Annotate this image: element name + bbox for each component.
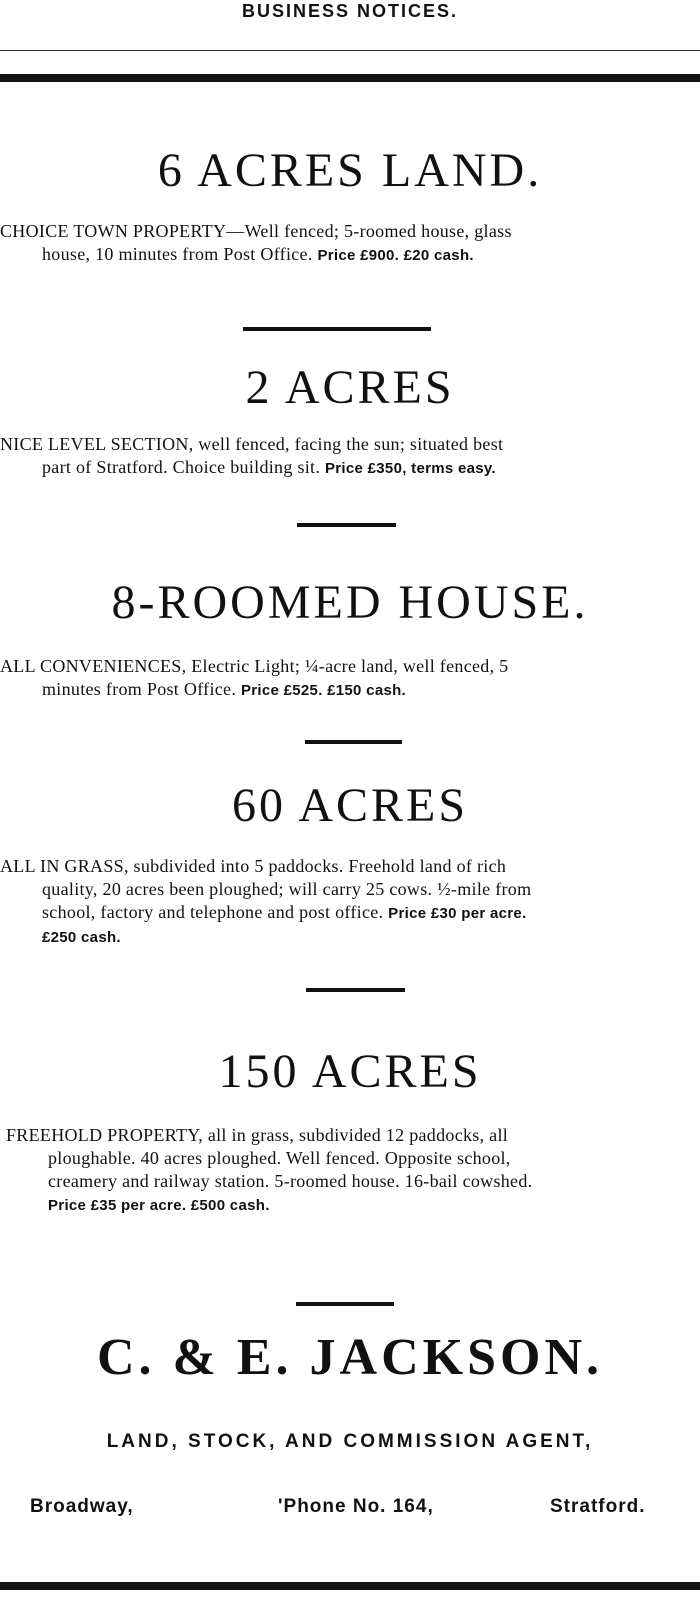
listing-lead: FREEHOLD PROPERTY, all in grass, subdivided 12 paddocks, all [6, 1125, 509, 1145]
listing-text: school, factory and telephone and post office. [42, 902, 384, 922]
listing-description [0, 655, 694, 702]
listing-description [0, 855, 694, 949]
listing-heading: 150 ACRES [218, 1045, 482, 1098]
header-double-rule [0, 74, 700, 82]
listing-heading: 60 ACRES [231, 779, 469, 832]
section-divider [297, 523, 396, 527]
listing-description [0, 433, 694, 480]
section-divider [243, 327, 431, 331]
listing-heading: 8-ROOMED HOUSE. [111, 576, 589, 629]
listing-lead: ALL IN GRASS, subdivided into 5 paddocks. Freehold land of rich [0, 856, 507, 876]
listing-text: minutes from Post Office. [42, 679, 237, 699]
listing-price: Price £35 per acre. £500 cash. [48, 1197, 270, 1214]
listing-lead: NICE LEVEL SECTION, well fenced, facing the sun; situated best [0, 434, 504, 454]
listing-price: £250 cash. [42, 929, 121, 946]
section-divider [306, 988, 405, 992]
listing-text: house, 10 minutes from Post Office. [42, 244, 313, 264]
listing-text: ploughable. 40 acres ploughed. Well fenced. Opposite school, [48, 1148, 511, 1168]
advertiser-phone: 'Phone No. 164, [278, 1496, 434, 1517]
listing-text: creamery and railway station. 5-roomed house. 16-bail cowshed. [48, 1171, 533, 1191]
listing-description [0, 220, 694, 267]
masthead-rule [0, 50, 700, 51]
listing-price: Price £525. £150 cash. [240, 682, 407, 699]
listing-lead: ALL CONVENIENCES, Electric Light; ¼-acre land, well fenced, 5 [0, 656, 509, 676]
section-divider [305, 740, 402, 744]
advertiser-town: Stratford. [550, 1496, 646, 1517]
listing-price: Price £30 per acre. [388, 905, 527, 922]
listing-price: Price £900. £20 cash. [317, 247, 474, 264]
section-divider [296, 1302, 394, 1306]
advertiser-name: C. & E. JACKSON. [96, 1329, 604, 1386]
listing-text: part of Stratford. Choice building sit. [42, 457, 321, 477]
listing-description [6, 1124, 700, 1217]
advertiser-street: Broadway, [30, 1496, 134, 1517]
masthead-title: BUSINESS NOTICES. [241, 1, 459, 21]
listing-text: quality, 20 acres been ploughed; will carry 25 cows. ½-mile from [42, 879, 532, 899]
listing-price: Price £350, terms easy. [324, 460, 496, 477]
listing-lead: CHOICE TOWN PROPERTY—Well fenced; 5-roomed house, glass [0, 221, 512, 241]
footer-rule [0, 1582, 700, 1590]
advertiser-tagline: LAND, STOCK, AND COMMISSION AGENT, [106, 1431, 594, 1452]
listing-heading: 2 ACRES [245, 361, 455, 414]
listing-heading: 6 ACRES LAND. [157, 144, 543, 197]
